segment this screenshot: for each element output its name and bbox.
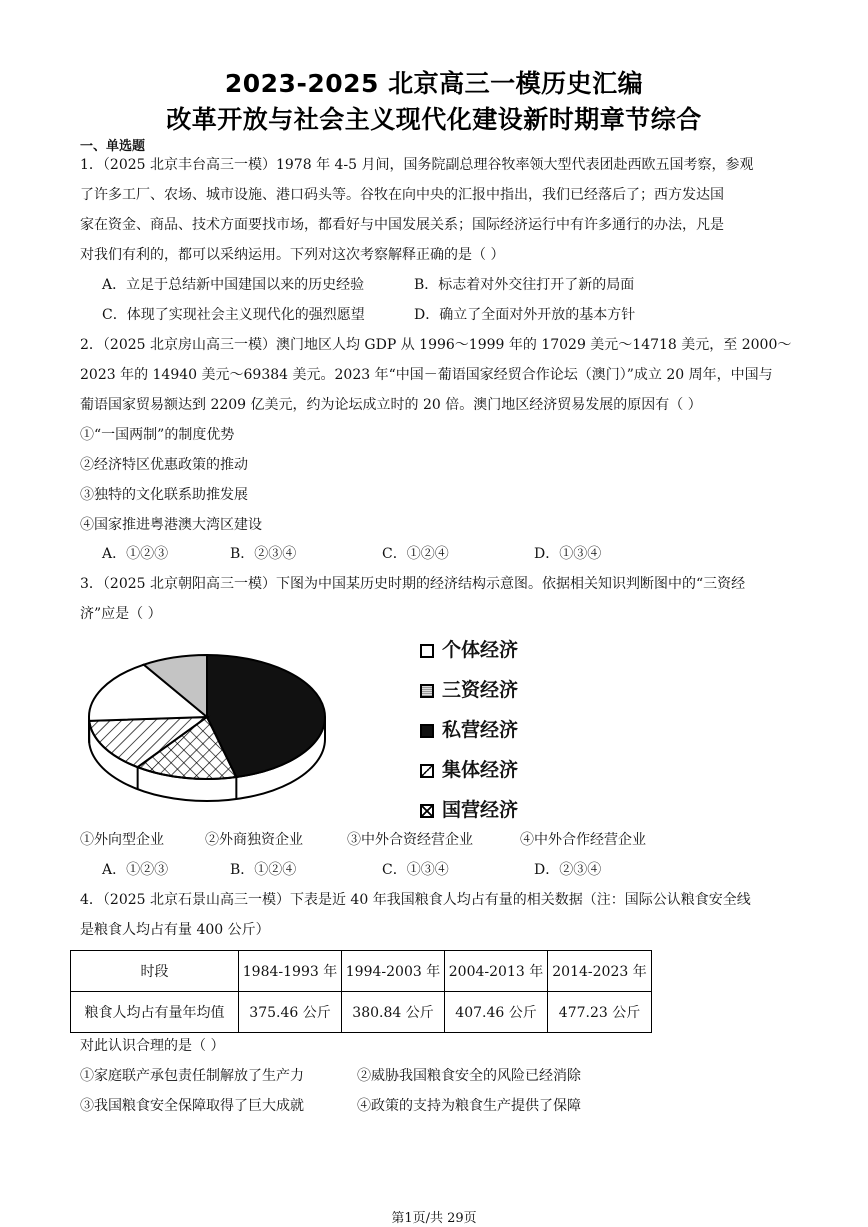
q1-line: 了许多工厂、农场、城市设施、港口码头等。谷牧在向中央的汇报中指出，我们已经落后了；西方发达国 bbox=[80, 187, 724, 203]
table-header-cell: 时段 bbox=[71, 951, 239, 992]
legend-swatch-collective bbox=[420, 764, 434, 778]
pie-svg bbox=[82, 635, 332, 825]
q3-item: ④中外合作经营企业 bbox=[520, 832, 646, 848]
table-cell: 407.46 公斤 bbox=[445, 992, 548, 1033]
legend-foreign-funded bbox=[420, 679, 518, 701]
q1-line: 1．（2025 北京丰台高三一模）1978 年 4-5 月间，国务院副总理谷牧率领大型代表团赴西欧五国考察，参观 bbox=[80, 157, 754, 173]
legend-swatch-state bbox=[420, 804, 434, 818]
table-header-cell: 1984-1993 年 bbox=[239, 951, 342, 992]
q3-line: 济”应是（ ） bbox=[80, 606, 162, 622]
table-cell: 380.84 公斤 bbox=[342, 992, 445, 1033]
page-number: 第1页/共 29页 bbox=[391, 1211, 477, 1226]
q1-option-d: D．确立了全面对外开放的基本方针 bbox=[414, 307, 636, 323]
q2-option-b: B．②③④ bbox=[230, 546, 297, 562]
legend-state-owned bbox=[420, 799, 518, 821]
doc-title-line2: 改革开放与社会主义现代化建设新时期章节综合 bbox=[166, 105, 702, 134]
legend-swatch-foreign bbox=[420, 684, 434, 698]
table-header-cell: 1994-2003 年 bbox=[342, 951, 445, 992]
table-header-row bbox=[71, 951, 652, 992]
q1-option-b: B．标志着对外交往打开了新的局面 bbox=[414, 277, 635, 293]
q1-option-c: C．体现了实现社会主义现代化的强烈愿望 bbox=[102, 307, 365, 323]
q2-line: 2．（2025 北京房山高三一模）澳门地区人均 GDP 从 1996～1999 年的 17029 美元～14718 美元，至 2000～ bbox=[80, 337, 792, 353]
table-cell: 粮食人均占有量年均值 bbox=[71, 992, 239, 1033]
legend-label: 国营经济 bbox=[442, 799, 519, 821]
q1-option-a: A．立足于总结新中国建国以来的历史经验 bbox=[102, 277, 365, 293]
table-cell: 375.46 公斤 bbox=[239, 992, 342, 1033]
table-header-cell: 2014-2023 年 bbox=[548, 951, 652, 992]
q2-line: 葡语国家贸易额达到 2209 亿美元，约为论坛成立时的 20 倍。澳门地区经济贸易发展的原因有（ ） bbox=[80, 397, 702, 413]
q2-item: ③独特的文化联系助推发展 bbox=[80, 487, 248, 503]
legend-label: 集体经济 bbox=[442, 759, 519, 781]
table-row bbox=[71, 992, 652, 1033]
q3-option-c: C．①③④ bbox=[382, 862, 449, 878]
q1-line: 对我们有利的，都可以采纳运用。下列对这次考察解释正确的是（ ） bbox=[80, 247, 505, 263]
legend-label: 私营经济 bbox=[442, 719, 519, 741]
q2-option-c: C．①②④ bbox=[382, 546, 449, 562]
q2-item: ④国家推进粤港澳大湾区建设 bbox=[80, 517, 262, 533]
q3-line: 3．（2025 北京朝阳高三一模）下图为中国某历史时期的经济结构示意图。依据相关知识判断图中的“三资经 bbox=[80, 576, 746, 592]
q2-item: ①“一国两制”的制度优势 bbox=[80, 427, 235, 443]
q4-item: ④政策的支持为粮食生产提供了保障 bbox=[357, 1098, 581, 1114]
q2-option-a: A．①②③ bbox=[102, 546, 169, 562]
q4-item: ③我国粮食安全保障取得了巨大成就 bbox=[80, 1098, 304, 1114]
table-cell: 477.23 公斤 bbox=[548, 992, 652, 1033]
q4-line: 是粮食人均占有量 400 公斤） bbox=[80, 922, 270, 938]
q3-item: ②外商独资企业 bbox=[205, 832, 303, 848]
section-heading: 一、单选题 bbox=[80, 139, 146, 154]
table-header-cell: 2004-2013 年 bbox=[445, 951, 548, 992]
q3-item: ①外向型企业 bbox=[80, 832, 164, 848]
q2-line: 2023 年的 14940 美元～69384 美元。2023 年“中国－葡语国家经贸合作论坛（澳门）”成立 20 周年，中国与 bbox=[80, 367, 773, 383]
q4-item: ②威胁我国粮食安全的风险已经消除 bbox=[357, 1068, 581, 1084]
legend-swatch-private bbox=[420, 724, 434, 738]
q4-line: 4．（2025 北京石景山高三一模）下表是近 40 年我国粮食人均占有量的相关数据（注：国际公认粮食安全线 bbox=[80, 892, 751, 908]
legend-swatch-individual bbox=[420, 644, 434, 658]
economic-structure-pie-chart bbox=[82, 635, 519, 825]
legend-label: 三资经济 bbox=[442, 679, 519, 701]
q3-option-a: A．①②③ bbox=[102, 862, 169, 878]
q3-item: ③中外合资经营企业 bbox=[347, 832, 473, 848]
doc-title-line1: 2023-2025 北京高三一模历史汇编 bbox=[224, 69, 644, 98]
q2-item: ②经济特区优惠政策的推动 bbox=[80, 457, 248, 473]
legend-private bbox=[420, 719, 518, 741]
q3-option-d: D．②③④ bbox=[534, 862, 602, 878]
q4-stem: 对此认识合理的是（ ） bbox=[80, 1038, 225, 1054]
q3-option-b: B．①②④ bbox=[230, 862, 297, 878]
legend-collective bbox=[420, 759, 518, 781]
q2-option-d: D．①③④ bbox=[534, 546, 602, 562]
legend-individual bbox=[420, 639, 518, 661]
q1-line: 家在资金、商品、技术方面要找市场，都看好与中国发展关系；国际经济运行中有许多通行的办法，凡是 bbox=[80, 217, 724, 233]
grain-data-table bbox=[70, 950, 652, 1033]
legend-label: 个体经济 bbox=[442, 639, 519, 661]
q4-item: ①家庭联产承包责任制解放了生产力 bbox=[80, 1068, 304, 1084]
